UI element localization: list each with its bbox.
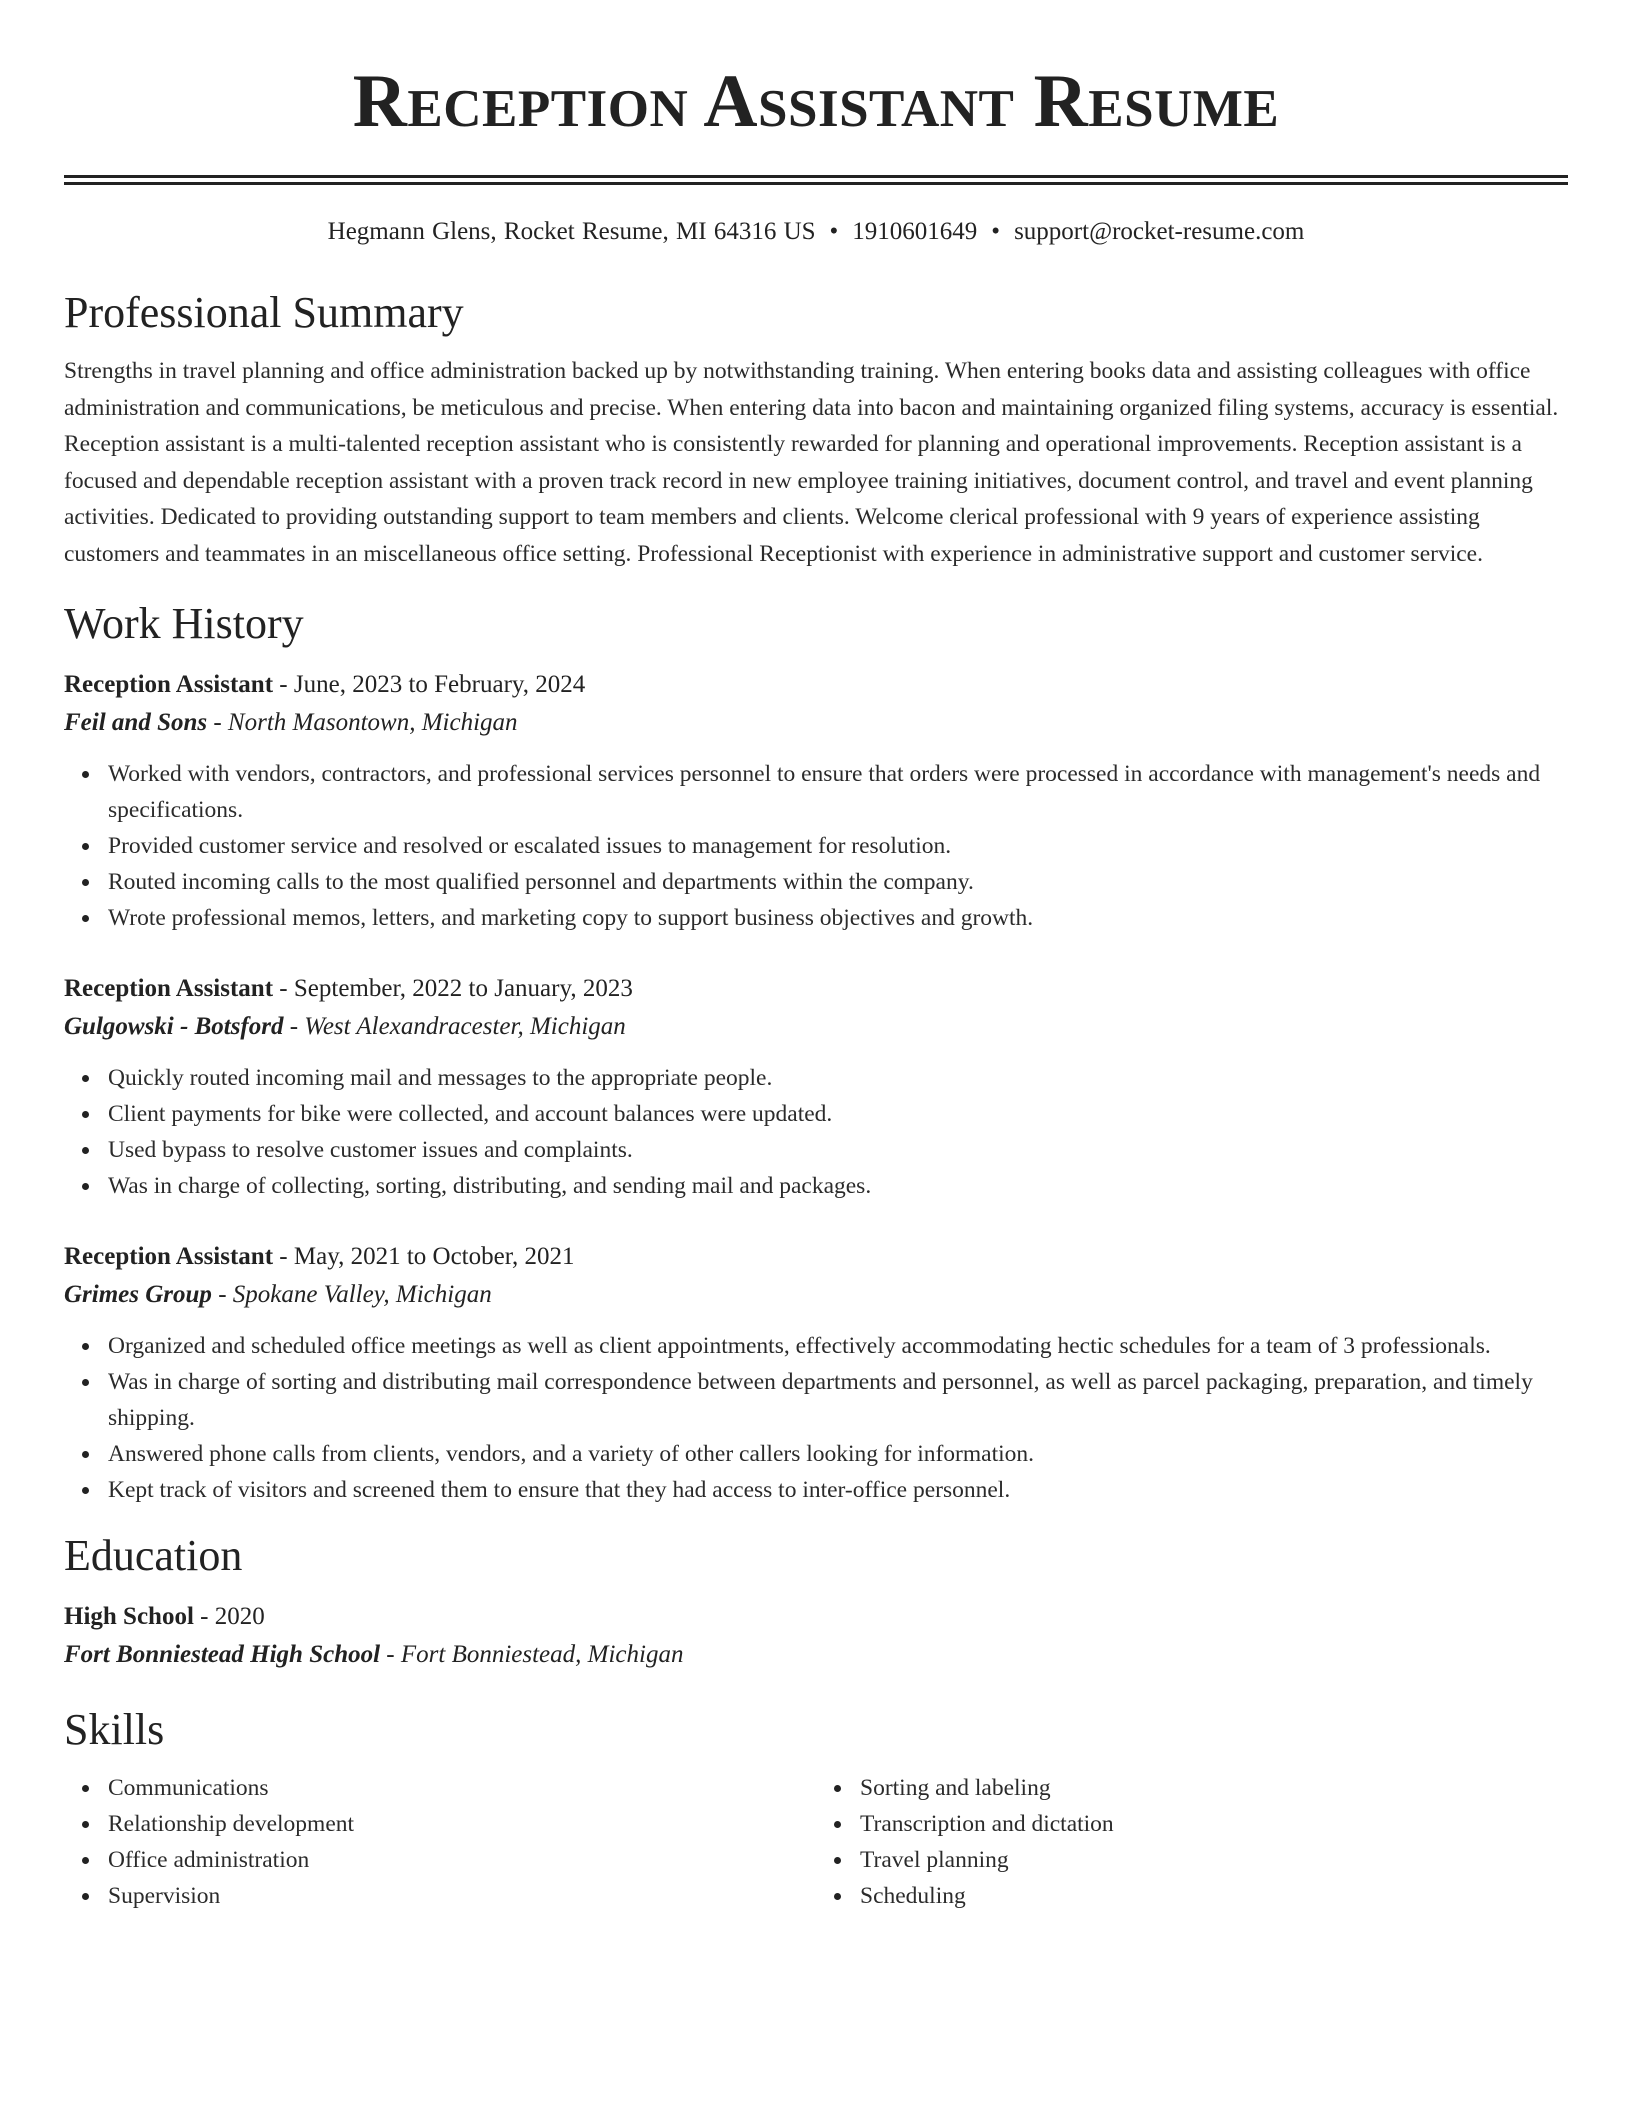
list-item: Office administration — [108, 1842, 816, 1878]
job-title: Reception Assistant — [64, 671, 274, 698]
skills-grid — [64, 1770, 1568, 1914]
education-entry — [64, 1598, 1568, 1674]
job-location: - North Masontown, Michigan — [207, 709, 518, 736]
education-heading: Education — [64, 1531, 243, 1580]
resume-title: Reception Assistant Resume — [352, 60, 1280, 143]
job-company-line — [64, 704, 1568, 742]
contact-email: support@rocket-resume.com — [1014, 218, 1305, 245]
list-item: Sorting and labeling — [860, 1770, 1568, 1806]
work-history-heading: Work History — [64, 599, 304, 648]
job-duties-list — [64, 1060, 1568, 1204]
list-item: Provided customer service and resolved or escalated issues to management for resolution. — [108, 828, 1568, 864]
skills-heading: Skills — [64, 1705, 165, 1754]
list-item: Was in charge of sorting and distributing mail correspondence between departments and personnel, as well as parcel packaging, preparation, and timely shipping. — [108, 1364, 1568, 1436]
contact-separator: • — [829, 218, 839, 245]
job-location: - Spokane Valley, Michigan — [211, 1281, 492, 1308]
education-school-line — [64, 1636, 1568, 1674]
job-dates: - May, 2021 to October, 2021 — [273, 1243, 575, 1270]
job-company-line — [64, 1276, 1568, 1314]
job-title: Reception Assistant — [64, 975, 274, 1002]
job-entry — [64, 1238, 1568, 1508]
list-item: Worked with vendors, contractors, and professional services personnel to ensure that orders were processed in accordance with management's needs and specifications. — [108, 756, 1568, 828]
skills-list-right — [816, 1770, 1568, 1914]
list-item: Travel planning — [860, 1842, 1568, 1878]
title-divider — [64, 175, 1568, 185]
list-item: Organized and scheduled office meetings as well as client appointments, effectively accommodating hectic schedules for a team of 3 professionals. — [108, 1328, 1568, 1364]
list-item: Transcription and dictation — [860, 1806, 1568, 1842]
list-item: Quickly routed incoming mail and messages to the appropriate people. — [108, 1060, 1568, 1096]
education-year: - 2020 — [193, 1603, 265, 1630]
job-duties-list — [64, 1328, 1568, 1508]
job-company: Gulgowski - Botsford — [64, 1013, 284, 1040]
list-item: Relationship development — [108, 1806, 816, 1842]
job-title: Reception Assistant — [64, 1243, 274, 1270]
list-item: Client payments for bike were collected, and account balances were updated. — [108, 1096, 1568, 1132]
job-company-line — [64, 1008, 1568, 1046]
job-title-line — [64, 666, 1568, 704]
list-item: Answered phone calls from clients, vendors, and a variety of other callers looking for information. — [108, 1436, 1568, 1472]
list-item: Routed incoming calls to the most qualified personnel and departments within the company. — [108, 864, 1568, 900]
list-item: Communications — [108, 1770, 816, 1806]
job-location: - West Alexandracester, Michigan — [283, 1013, 626, 1040]
list-item: Used bypass to resolve customer issues and complaints. — [108, 1132, 1568, 1168]
list-item: Wrote professional memos, letters, and marketing copy to support business objectives and growth. — [108, 900, 1568, 936]
contact-line — [64, 215, 1568, 249]
contact-address: Hegmann Glens, Rocket Resume, MI 64316 US — [327, 218, 816, 245]
education-school: Fort Bonniestead High School — [64, 1641, 381, 1668]
job-entry — [64, 666, 1568, 936]
education-location: - Fort Bonniestead, Michigan — [380, 1641, 684, 1668]
list-item: Scheduling — [860, 1878, 1568, 1914]
contact-phone: 1910601649 — [852, 218, 978, 245]
job-entry — [64, 970, 1568, 1204]
job-dates: - September, 2022 to January, 2023 — [273, 975, 633, 1002]
job-dates: - June, 2023 to February, 2024 — [273, 671, 586, 698]
summary-heading: Professional Summary — [64, 288, 464, 337]
job-title-line — [64, 970, 1568, 1008]
job-duties-list — [64, 756, 1568, 936]
summary-text: Strengths in travel planning and office administration backed up by notwithstanding training. When entering books data and assisting colleagues with office administration and communications, be meticulous and precise. When entering data into bacon and maintaining organized filing systems, accuracy is essential. Reception assistant is a multi-talented reception assistant who is consistently rewarded for planning and operational improvements. Reception assistant is a focused and dependable reception assistant with a proven track record in new employee training initiatives, document control, and travel and event planning activities. Dedicated to providing outstanding support to team members and clients. Welcome clerical professional with 9 years of experience assisting customers and teammates in an miscellaneous office setting. Professional Receptionist with experience in administrative support and customer service. — [64, 358, 1559, 567]
skills-list-left — [64, 1770, 816, 1914]
contact-separator: • — [991, 218, 1001, 245]
education-degree-line — [64, 1598, 1568, 1636]
job-company: Grimes Group — [64, 1281, 212, 1308]
list-item: Kept track of visitors and screened them to ensure that they had access to inter-office personnel. — [108, 1472, 1568, 1508]
education-degree: High School — [64, 1603, 194, 1630]
list-item: Was in charge of collecting, sorting, distributing, and sending mail and packages. — [108, 1168, 1568, 1204]
job-company: Feil and Sons — [64, 709, 208, 736]
job-title-line — [64, 1238, 1568, 1276]
list-item: Supervision — [108, 1878, 816, 1914]
